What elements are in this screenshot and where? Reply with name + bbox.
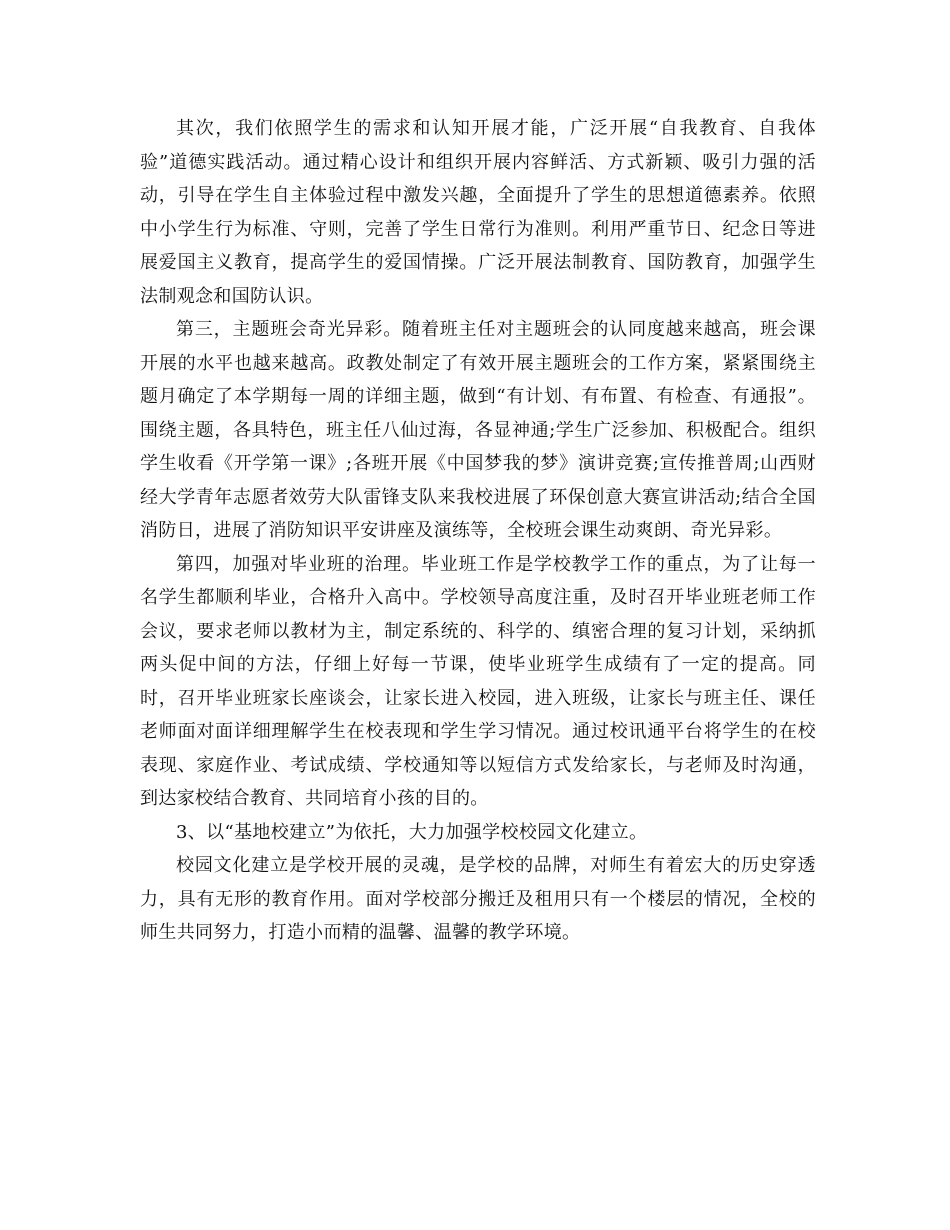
paragraph-theme-class-meeting: 第三，主题班会奇光异彩。随着班主任对主题班会的认同度越来越高，班会课开展的水平也越来越高。政教处制定了有效开展主题班会的工作方案，紧紧围绕主题月确定了本学期每一周的详细主题，做到“有计划、有布置、有检查、有通报”。围绕主题，各具特色，班主任八仙过海，各显神通;学生广泛参加、积极配合。组织学生收看《开学第一课》;各班开展《中国梦我的梦》演讲竞赛;宣传推普周;山西财经大学青年志愿者效劳大队雷锋支队来我校进展了环保创意大赛宣讲活动;结合全国消防日，进展了消防知识平安讲座及演练等，全校班会课生动爽朗、奇光异彩。 bbox=[140, 319, 816, 541]
section-heading-campus-culture: 3、以“基地校建立”为依托，大力加强学校校园文化建立。 bbox=[176, 821, 648, 843]
document-body bbox=[140, 112, 816, 950]
paragraph-campus-culture: 校园文化建立是学校开展的灵魂，是学校的品牌，对师生有着宏大的历史穿透力，具有无形的教育作用。面对学校部分搬迁及租用只有一个楼层的情况，全校的师生共同努力，打造小而精的温馨、温馨的教学环境。 bbox=[140, 855, 816, 943]
paragraph-moral-practice: 其次，我们依照学生的需求和认知开展才能，广泛开展“自我教育、自我体验”道德实践活动。通过精心设计和组织开展内容鲜活、方式新颖、吸引力强的活动，引导在学生自主体验过程中激发兴趣，全面提升了学生的思想道德素养。依照中小学生行为标准、守则，完善了学生日常行为准则。利用严重节日、纪念日等进展爱国主义教育，提高学生的爱国情操。广泛开展法制教育、国防教育，加强学生法制观念和国防认识。 bbox=[140, 118, 816, 307]
paragraph-graduating-class: 第四，加强对毕业班的治理。毕业班工作是学校教学工作的重点，为了让每一名学生都顺利毕业，合格升入高中。学校领导高度注重，及时召开毕业班老师工作会议，要求老师以教材为主，制定系统的、科学的、缜密合理的复习计划，采纳抓两头促中间的方法，仔细上好每一节课，使毕业班学生成绩有了一定的提高。同时，召开毕业班家长座谈会，让家长进入校园，进入班级，让家长与班主任、课任老师面对面详细理解学生在校表现和学生学习情况。通过校讯通平台将学生的在校表现、家庭作业、考试成绩、学校通知等以短信方式发给家长，与老师及时沟通，到达家校结合教育、共同培育小孩的目的。 bbox=[140, 553, 816, 809]
